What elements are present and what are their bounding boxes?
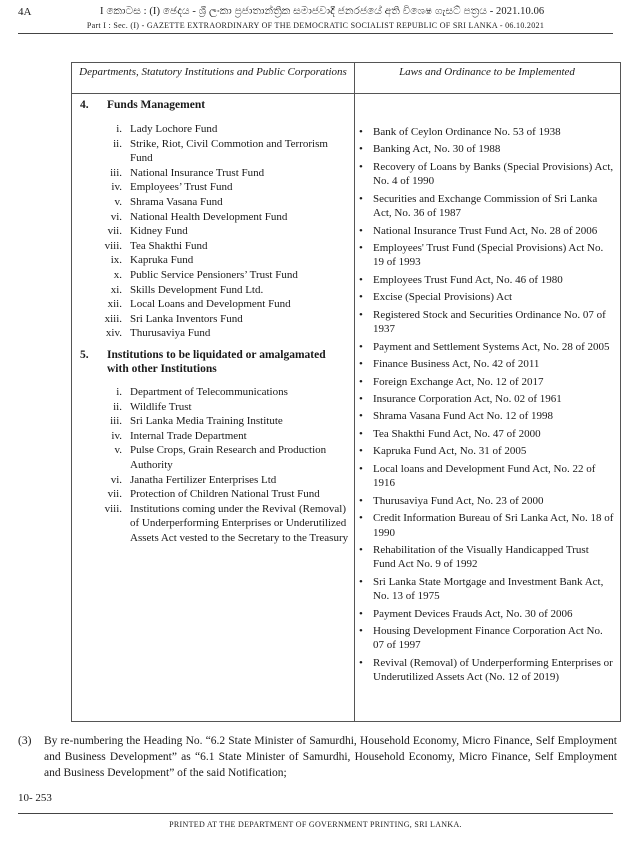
amendment-paragraph (18, 733, 617, 781)
law-text: Shrama Vasana Fund Act No. 12 of 1998 (373, 410, 554, 423)
bullet-icon: • (359, 543, 363, 556)
item-numeral: xiii. (104, 312, 122, 325)
list-item (78, 473, 353, 488)
item-numeral: ix. (110, 254, 122, 267)
bullet-icon: • (359, 393, 363, 405)
item-text: National Insurance Trust Fund (130, 166, 265, 179)
item-text: Public Service Pensioners’ Trust Fund (130, 268, 298, 281)
item-text: Skills Development Fund Ltd. (130, 283, 264, 296)
column-divider (354, 63, 355, 721)
law-item (359, 656, 614, 685)
law-text: Banking Act, No. 30 of 1988 (373, 143, 501, 156)
item-text: National Health Development Fund (130, 210, 288, 223)
item-numeral: iv. (111, 429, 122, 442)
item-numeral: vii. (107, 488, 122, 501)
law-item (359, 340, 614, 354)
item-numeral: xi. (110, 283, 122, 296)
list-item (78, 297, 353, 312)
law-item (359, 241, 614, 270)
item-numeral: iv. (111, 181, 122, 194)
item-numeral: ii. (113, 400, 122, 413)
bullet-icon: • (359, 291, 363, 304)
law-item (359, 308, 614, 337)
bullet-icon: • (359, 656, 363, 669)
list-item (78, 210, 353, 225)
list-item (78, 239, 353, 254)
law-item (359, 125, 614, 139)
law-text: Insurance Corporation Act, No. 02 of 1961 (373, 393, 562, 405)
laws-list (359, 125, 614, 688)
item-text: Janatha Fertilizer Enterprises Ltd (130, 473, 277, 486)
bullet-icon: • (359, 143, 363, 156)
bullet-icon: • (359, 445, 363, 458)
law-item (359, 290, 614, 304)
list-item (78, 385, 353, 400)
law-text: Thurusaviya Fund Act, No. 23 of 2000 (373, 494, 544, 507)
item-text: Department of Telecommunications (130, 386, 288, 398)
law-text: Employees' Trust Fund (Special Provisions) Act No. 19 of 1993 (373, 242, 604, 269)
bullet-icon: • (359, 242, 363, 255)
law-text: Finance Business Act, No. 42 of 2011 (373, 358, 540, 371)
sinhala-header-line: I කොටස : (I) ඡෙදය - ශ්‍රී ලංකා ප්‍රජාතාන්ත්‍රික සමාජවාදී ජනරජයේ අති විශෙෂ ගැසට් පත්‍රය - 2021.10.06 (100, 6, 545, 17)
item-text: Tea Shakthi Fund (130, 239, 208, 252)
list-item (78, 224, 353, 239)
list-item (78, 312, 353, 327)
item-numeral: ii. (113, 137, 122, 150)
section-number: 5. (80, 349, 89, 361)
law-item (359, 543, 614, 572)
bullet-icon: • (359, 126, 363, 138)
item-text: Wildlife Trust (130, 400, 192, 413)
list-item (78, 268, 353, 283)
bullet-icon: • (359, 625, 363, 638)
law-text: Sri Lanka State Mortgage and Investment Bank Act, No. 13 of 1975 (373, 575, 604, 603)
law-text: Housing Development Finance Corporation Act No. 07 of 1997 (373, 625, 603, 652)
item-numeral: iii. (110, 415, 122, 428)
section-title: Funds Management (107, 99, 206, 111)
bullet-icon: • (359, 375, 363, 388)
bullet-icon: • (359, 462, 363, 475)
law-item (359, 409, 614, 423)
item-text: Protection of Children National Trust Fund (130, 488, 320, 501)
bullet-icon: • (359, 575, 363, 588)
bullet-icon: • (359, 160, 363, 173)
item-text: Shrama Vasana Fund (130, 195, 223, 208)
item-text: Sri Lanka Inventors Fund (130, 312, 243, 325)
list-item (78, 400, 353, 415)
item-text: Internal Trade Department (130, 429, 247, 442)
bullet-icon: • (359, 224, 363, 237)
list-item (78, 195, 353, 210)
law-item (359, 375, 614, 389)
law-text: Registered Stock and Securities Ordinance No. 07 of 1937 (373, 308, 606, 336)
item-numeral: i. (116, 386, 122, 398)
section-4-heading (80, 98, 352, 112)
law-text: Credit Information Bureau of Sri Lanka Act, No. 18 of 1990 (373, 512, 614, 539)
bullet-icon: • (359, 607, 363, 620)
law-item (359, 427, 614, 441)
law-text: Tea Shakthi Fund Act, No. 47 of 2000 (373, 427, 541, 440)
law-item (359, 462, 614, 491)
law-item (359, 494, 614, 508)
column-header-departments: Departments, Statutory Institutions and Public Corporations (79, 66, 347, 78)
list-item (78, 253, 353, 268)
list-item (78, 429, 353, 444)
section-title: Institutions to be liquidated or amalgamated with other Institutions (107, 349, 326, 375)
item-numeral: v. (114, 444, 122, 457)
item-text: Strike, Riot, Civil Commotion and Terrorism Fund (130, 137, 328, 165)
law-text: National Insurance Trust Fund Act, No. 28 of 2006 (373, 224, 598, 237)
law-item (359, 511, 614, 540)
item-numeral: vi. (110, 473, 122, 486)
item-text: Local Loans and Development Fund (130, 298, 291, 311)
item-numeral: viii. (104, 502, 122, 515)
page-reference: 10- 253 (18, 792, 52, 804)
list-item (78, 283, 353, 298)
list-item (78, 180, 353, 195)
law-text: Employees Trust Fund Act, No. 46 of 1980 (373, 273, 563, 286)
law-item (359, 160, 614, 189)
bullet-icon: • (359, 512, 363, 525)
law-text: Revival (Removal) of Underperforming Enterprises or Underutilized Assets Act (No. 12 of 2019) (373, 656, 613, 684)
law-item (359, 575, 614, 604)
law-item (359, 357, 614, 371)
law-item (359, 624, 614, 653)
page-number: 4A (18, 6, 32, 18)
paragraph-text: By re-numbering the Heading No. “6.2 State Minister of Samurdhi, Household Economy, Micro Finance, Self Employment and Business Development” as “6.1 State Minister of Samurdhi, Household Economy, Micro Finance, Self Employment and Business Development” of the said Notification; (44, 735, 617, 779)
header-divider (18, 33, 613, 34)
bullet-icon: • (359, 427, 363, 440)
printer-footer: PRINTED AT THE DEPARTMENT OF GOVERNMENT PRINTING, SRI LANKA. (169, 820, 462, 829)
footer-divider (18, 813, 613, 814)
law-text: Recovery of Loans by Banks (Special Provisions) Act, No. 4 of 1990 (373, 160, 614, 188)
item-text: Institutions coming under the Revival (Removal) of Underperforming Enterprises or Underutilized Assets Act vested to the Secretary to the Treasury (130, 502, 349, 544)
item-text: Pulse Crops, Grain Research and Production Authority (130, 444, 327, 471)
law-item (359, 444, 614, 458)
list-item (78, 443, 353, 472)
list-item (78, 137, 353, 166)
law-item (359, 607, 614, 621)
item-text: Lady Lochore Fund (130, 123, 218, 135)
law-text: Rehabilitation of the Visually Handicapped Trust Fund Act No. 9 of 1992 (373, 543, 589, 571)
list-item (78, 414, 353, 429)
law-text: Payment and Settlement Systems Act, No. 28 of 2005 (373, 340, 610, 353)
item-numeral: iii. (110, 166, 122, 179)
bullet-icon: • (359, 494, 363, 507)
bullet-icon: • (359, 410, 363, 423)
law-item (359, 192, 614, 221)
item-numeral: v. (114, 195, 122, 208)
item-numeral: vi. (110, 210, 122, 223)
item-numeral: vii. (107, 225, 122, 238)
item-text: Kidney Fund (130, 225, 188, 238)
institutions-list (78, 385, 353, 546)
bullet-icon: • (359, 340, 363, 353)
list-item (78, 326, 353, 341)
funds-list (78, 122, 353, 341)
law-item (359, 273, 614, 287)
law-item (359, 142, 614, 156)
law-text: Local loans and Development Fund Act, No. 22 of 1916 (373, 462, 596, 490)
header-row-divider (72, 93, 620, 94)
item-text: Kapruka Fund (130, 254, 194, 267)
law-text: Securities and Exchange Commission of Sri Lanka Act, No. 36 of 1987 (373, 192, 598, 220)
section-number: 4. (80, 99, 89, 111)
column-header-laws: Laws and Ordinance to be Implemented (399, 66, 575, 78)
law-text: Kapruka Fund Act, No. 31 of 2005 (373, 445, 527, 458)
item-numeral: i. (116, 123, 122, 135)
item-numeral: xiv. (105, 327, 122, 340)
bullet-icon: • (359, 192, 363, 205)
bullet-icon: • (359, 273, 363, 286)
law-text: Payment Devices Frauds Act, No. 30 of 2006 (373, 607, 573, 620)
bullet-icon: • (359, 358, 363, 371)
section-5-heading (80, 348, 352, 378)
list-item (78, 122, 353, 137)
item-numeral: x. (113, 268, 122, 281)
gazette-header (18, 6, 613, 20)
item-text: Thurusaviya Fund (130, 327, 211, 340)
list-item (78, 502, 353, 546)
law-text: Bank of Ceylon Ordinance No. 53 of 1938 (373, 126, 561, 138)
list-item (78, 166, 353, 181)
schedule-table (71, 62, 621, 722)
item-text: Employees’ Trust Fund (130, 181, 233, 194)
item-numeral: viii. (104, 239, 122, 252)
paragraph-number: (3) (18, 735, 32, 747)
law-text: Foreign Exchange Act, No. 12 of 2017 (373, 375, 544, 388)
law-item (359, 392, 614, 406)
list-item (78, 487, 353, 502)
law-item (359, 224, 614, 238)
item-text: Sri Lanka Media Training Institute (130, 415, 283, 428)
law-text: Excise (Special Provisions) Act (373, 291, 513, 304)
item-numeral: xii. (107, 298, 122, 311)
english-header-line: Part I : Sec. (I) - GAZETTE EXTRAORDINARY OF THE DEMOCRATIC SOCIALIST REPUBLIC OF SRI LANKA - 06.10.2021 (86, 21, 545, 30)
bullet-icon: • (359, 308, 363, 321)
